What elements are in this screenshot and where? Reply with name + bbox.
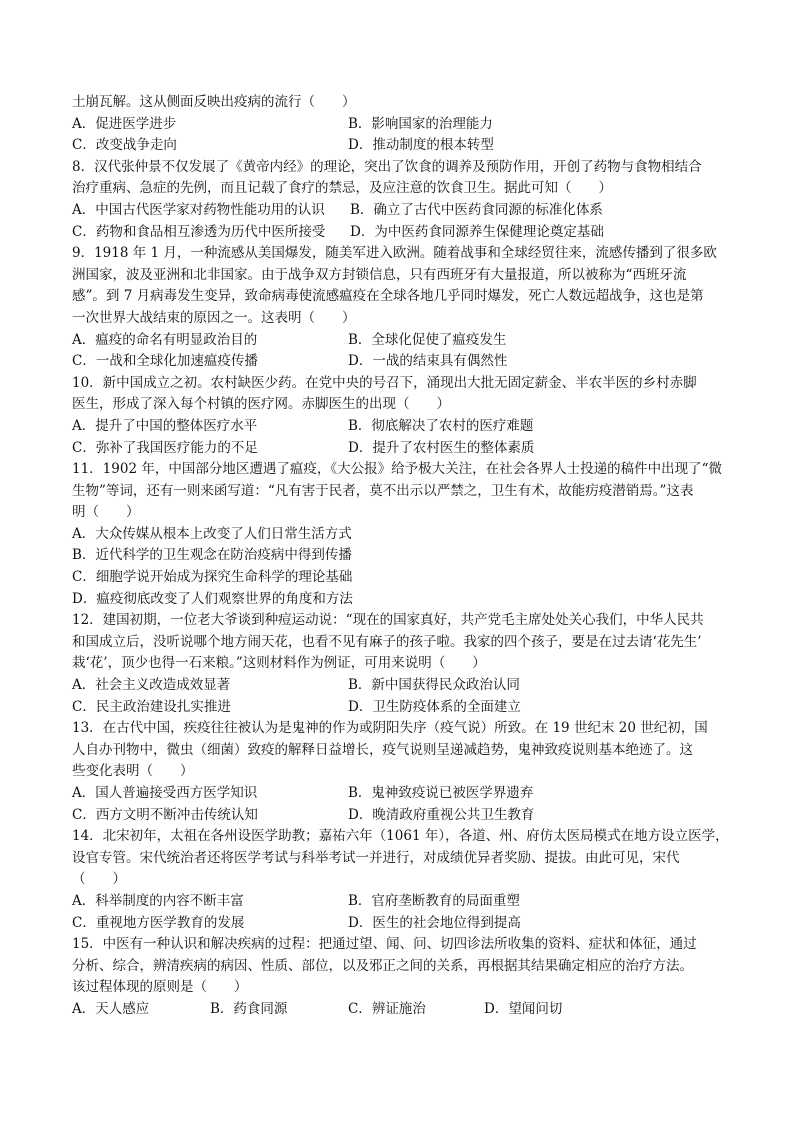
q10-options-row-1 [72, 416, 722, 438]
q12-option-b[interactable]: B．新中国获得民众政治认同 [348, 677, 520, 694]
q9-options-row-2 [72, 351, 722, 373]
q13-option-b[interactable]: B．鬼神致疫说已被医学界遗弃 [348, 785, 534, 801]
q14-options-row-1 [72, 891, 722, 913]
q10-stem-line: 医生，形成了深入每个村镇的医疗网。赤脚医生的出现（ ） [72, 396, 450, 413]
q8-options-row-2 [72, 222, 722, 244]
q10-options-row-2 [72, 438, 722, 460]
q12-option-d[interactable]: D．卫生防疫体系的全面建立 [348, 698, 521, 715]
q11-stem-line: 生物”等词，还有一则来函写道：“凡有害于民者，莫不出示以严禁之，卫生有术，故能疠疫潜销焉。”这表 [72, 482, 694, 499]
q15-option-c[interactable]: C．辨证施治 [348, 1000, 426, 1017]
q9-options-row-1 [72, 330, 722, 352]
q10-option-b[interactable]: B．彻底解决了农村的医疗难题 [348, 417, 534, 434]
q8-option-a[interactable]: A．中国古代医学家对药物性能功用的认识 [72, 201, 325, 218]
q11-option-d[interactable]: D．瘟疫彻底改变了人们观察世界的角度和方法 [72, 590, 353, 607]
q10-stem-line: 10．新中国成立之初。农村缺医少药。在党中央的号召下，涌现出大批无固定薪金、半农半医的乡村赤脚 [72, 374, 697, 391]
q13-options-row-2 [72, 805, 722, 827]
q14-stem-line: 设官专管。宋代统治者还将医学考试与科举考试一并进行，对成绩优异者奖励、提拔。由此可见，宋代 [72, 849, 680, 866]
q9-stem-line: 一次世界大战结束的原因之一。这表明（ ） [72, 309, 356, 326]
q13-stem-line: 些变化表明（ ） [72, 763, 194, 780]
q13-option-d[interactable]: D．晚清政府重视公共卫生教育 [348, 806, 535, 823]
q8-option-b[interactable]: B．确立了古代中医药食同源的标准化体系 [350, 201, 603, 218]
q13-option-a[interactable]: A．国人普遍接受西方医学知识 [72, 785, 258, 801]
q10-option-a[interactable]: A．提升了中国的整体医疗水平 [72, 417, 258, 434]
q14-options-row-2 [72, 913, 722, 935]
q9-option-d[interactable]: D．一战的结束具有偶然性 [348, 353, 508, 370]
q7-option-d[interactable]: D．推动制度的根本转型 [348, 137, 494, 154]
q8-option-d[interactable]: D．为中医药食同源养生保健理论奠定基础 [350, 223, 604, 240]
q8-options-row-1 [72, 200, 722, 222]
q9-stem-line: 洲国家，波及亚洲和北非国家。由于战争双方封锁信息，只有西班牙有大量报道，所以被称为“西班牙流 [72, 266, 687, 283]
q9-option-c[interactable]: C．一战和全球化加速瘟疫传播 [72, 353, 258, 370]
q14-option-b[interactable]: B．官府垄断教育的局面重塑 [348, 892, 520, 909]
q7-stem-tail: 土崩瓦解。这从侧面反映出疫病的流行（ ） [72, 94, 356, 110]
q15-stem-line: 该过程体现的原则是（ ） [72, 979, 248, 996]
q11-option-a[interactable]: A．大众传媒从根本上改变了人们日常生活方式 [72, 525, 352, 542]
q15-stem-line: 分析、综合，辨清疾病的病因、性质、部位，以及邪正之间的关系，再根据其结果确定相应的治疗方法。 [72, 957, 693, 974]
q12-stem-line: 栽‘花’，顶少也得一石来粮。”这则材料作为例证，可用来说明（ ） [72, 655, 486, 672]
q9-option-a[interactable]: A．瘟疫的命名有明显政治目的 [72, 331, 258, 348]
q12-option-a[interactable]: A．社会主义改造成效显著 [72, 677, 231, 694]
q15-options-row [72, 999, 722, 1021]
q8-stem-line: 治疗重病、急症的先例，而且记载了食疗的禁忌，及应注意的饮食卫生。据此可知（ ） [72, 180, 612, 197]
q15-stem-line: 15．中医有一种认识和解决疾病的过程：把通过望、闻、问、切四诊法所收集的资料、症状和体征，通过 [72, 936, 697, 953]
q14-stem-line: （ ） [72, 871, 126, 888]
q15-option-b[interactable]: B．药食同源 [210, 1000, 288, 1017]
q15-option-d[interactable]: D．望闻问切 [484, 1000, 563, 1017]
q10-option-d[interactable]: D．提升了农村医生的整体素质 [348, 439, 535, 456]
q12-stem-line: 12．建国初期，一位老大爷谈到种痘运动说：“现在的国家真好，共产党毛主席处处关心我们，中华人民共 [72, 612, 704, 629]
q9-stem-line: 感”。到 7 月病毒发生变异，致命病毒使流感瘟疫在全球各地几乎同时爆发，死亡人数远超战争，这也是第 [72, 288, 704, 305]
q12-options-row-1 [72, 675, 722, 697]
q13-stem-line: 13．在古代中国，疾疫往往被认为是鬼神的作为或阴阳失序（疫气说）所致。在 19 世纪末 20 世纪初，国 [72, 720, 708, 737]
q9-stem-line: 9．1918 年 1 月，一种流感从美国爆发，随美军进入欧洲。随着战事和全球经贸往来，流感传播到了很多欧 [72, 245, 717, 262]
q11-stem-line: 11．1902 年，中国部分地区遭遇了瘟疫，《大公报》给予极大关注，在社会各界人士投递的稿件中出现了“微 [72, 461, 722, 478]
q15-option-a[interactable]: A．天人感应 [72, 1000, 150, 1017]
q7-options-row-1 [72, 114, 722, 136]
q12-option-c[interactable]: C．民主政治建设扎实推进 [72, 698, 231, 715]
q13-stem-line: 人自办刊物中，微虫（细菌）致疫的解释日益增长，疫气说则呈递减趋势，鬼神致疫说则基本绝迹了。这 [72, 741, 693, 758]
q14-stem-line: 14．北宋初年，太祖在各州设医学助教；嘉祐六年（1061 年），各道、州、府仿太医局模式在地方设立医学， [72, 828, 729, 845]
q8-option-c[interactable]: C．药物和食品相互渗透为历代中医所接受 [72, 223, 326, 240]
q7-option-a[interactable]: A．促进医学进步 [72, 115, 177, 132]
q7-options-row-2 [72, 135, 722, 157]
q14-option-a[interactable]: A．科举制度的内容不断丰富 [72, 892, 244, 909]
q7-option-c[interactable]: C．改变战争走向 [72, 137, 177, 154]
q12-stem-line: 和国成立后，没听说哪个地方闹天花，也看不见有麻子的孩子啦。我家的四个孩子，要是在过去请‘花先生’ [72, 633, 702, 650]
q10-option-c[interactable]: C．弥补了我国医疗能力的不足 [72, 439, 258, 456]
q9-option-b[interactable]: B．全球化促使了瘟疫发生 [348, 331, 507, 348]
q14-option-d[interactable]: D．医生的社会地位得到提高 [348, 914, 521, 931]
q7-option-b[interactable]: B．影响国家的治理能力 [348, 115, 493, 132]
q11-stem-line: 明（ ） [72, 504, 140, 521]
q12-options-row-2 [72, 697, 722, 719]
q13-options-row-1 [72, 783, 722, 805]
q11-option-c[interactable]: C．细胞学说开始成为探究生命科学的理论基础 [72, 569, 353, 586]
q11-option-b[interactable]: B．近代科学的卫生观念在防治疫病中得到传播 [72, 547, 352, 564]
q8-stem-line: 8．汉代张仲景不仅发展了《黄帝内经》的理论，突出了饮食的调养及预防作用，开创了药物与食物相结合 [72, 158, 702, 175]
q13-option-c[interactable]: C．西方文明不断冲击传统认知 [72, 806, 258, 823]
question-page [72, 92, 729, 1021]
q14-option-c[interactable]: C．重视地方医学教育的发展 [72, 914, 245, 931]
